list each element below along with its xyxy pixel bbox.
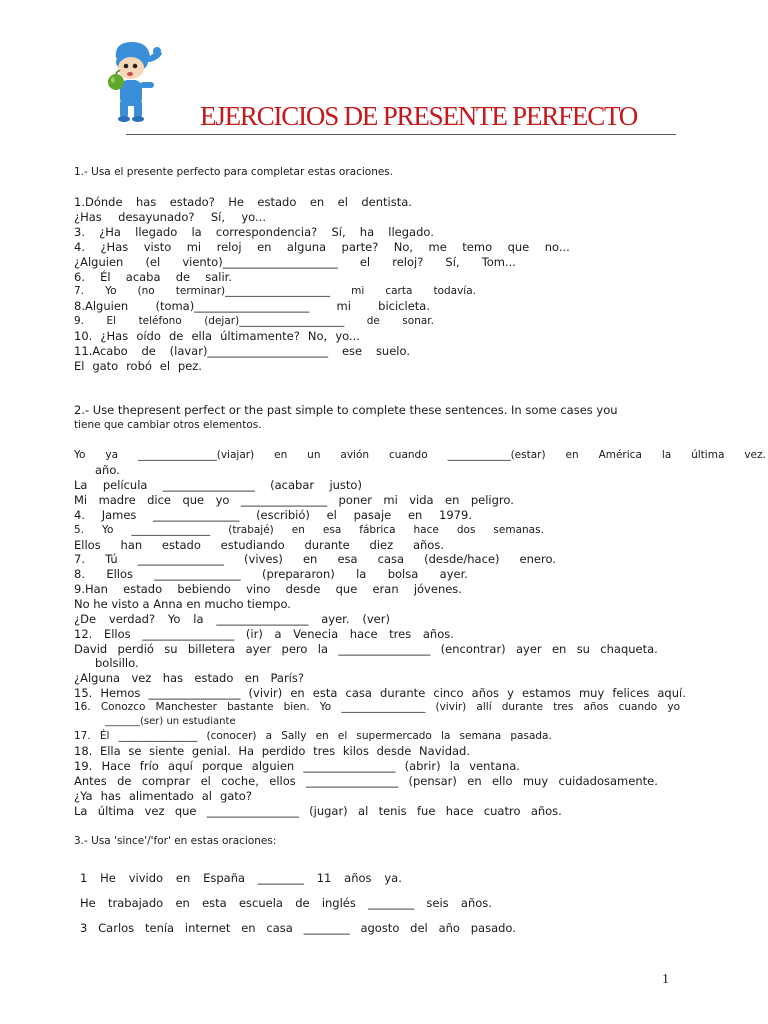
exercise-line: 11.Acabo de (lavar)_____________________ ese suelo.: [74, 344, 410, 358]
exercise-line: 15. Hemos ________________ (vivir) en esta casa durante cinco años y estamos muy felices aquí.: [74, 686, 686, 700]
exercise-line: 10. ¿Has oído de ella últimamente? No, yo...: [74, 329, 360, 343]
exercise-line: 18. Ella se siente genial. Ha perdido tres kilos desde Navidad.: [74, 744, 470, 758]
exercise-line: Mi madre dice que yo _______________ poner mi vida en peligro.: [74, 493, 514, 507]
exercise-line: La película ________________ (acabar justo): [74, 478, 362, 492]
exercise-line: año.: [95, 463, 120, 477]
exercise-line: 12. Ellos ________________ (ir) a Venecia hace tres años.: [74, 627, 454, 641]
exercise-line: Antes de comprar el coche, ellos ________________ (pensar) en ello muy cuidadosamente.: [74, 774, 658, 788]
exercise-line: _______(ser) un estudiante: [105, 716, 236, 727]
exercise-line: David perdió su billetera ayer pero la ________________ (encontrar) ayer en su chaqueta.: [74, 642, 658, 656]
exercise-line: 3. ¿Ha llegado la correspondencia? Sí, ha llegado.: [74, 225, 434, 239]
page-number: 1: [662, 972, 669, 987]
exercise-line: Yo ya _______________(viajar) en un avión cuando ____________(estar) en América la última vez.: [74, 449, 766, 461]
exercise-line: ¿Alguien (el viento)____________________ el reloj? Sí, Tom...: [74, 255, 516, 269]
exercise-line: 7. Tú _______________ (vives) en esa casa (desde/hace) enero.: [74, 552, 556, 566]
exercise-line: tiene que cambiar otros elementos.: [74, 419, 262, 431]
exercise-line: 8. Ellos _______________ (prepararon) la bolsa ayer.: [74, 567, 468, 581]
pocoyo-mascot-icon: [104, 40, 166, 122]
exercise-line: ¿Ya has alimentado al gato?: [74, 789, 252, 803]
exercise-line: 1.Dónde has estado? He estado en el dentista.: [74, 195, 412, 209]
exercise-line: He trabajado en esta escuela de inglés ________ seis años.: [80, 896, 492, 910]
exercise-line: 19. Hace frío aquí porque alguien ________________ (abrir) la ventana.: [74, 759, 520, 773]
document-title: EJERCICIOS DE PRESENTE PERFECTO: [200, 101, 638, 131]
exercise-line: ¿Alguna vez has estado en París?: [74, 671, 304, 685]
exercise-line: 5. Yo _______________ (trabajé) en esa fábrica hace dos semanas.: [74, 524, 544, 536]
exercise-line: 1.- Usa el presente perfecto para completar estas oraciones.: [74, 166, 394, 178]
exercise-line: ¿De verdad? Yo la ________________ ayer. (ver): [74, 612, 390, 626]
exercise-line: 1 He vivido en España ________ 11 años ya.: [80, 871, 402, 885]
exercise-line: 3 Carlos tenía internet en casa ________ agosto del año pasado.: [80, 921, 516, 935]
exercise-line: 3.- Usa 'since'/'for' en estas oraciones:: [74, 835, 277, 847]
exercise-line: ¿Has desayunado? Sí, yo...: [74, 210, 266, 224]
exercise-line: 8.Alguien (toma)____________________ mi bicicleta.: [74, 299, 430, 313]
exercise-line: 6. Él acaba de salir.: [74, 270, 232, 284]
exercise-line: bolsillo.: [95, 656, 139, 670]
exercise-line: 9. El teléfono (dejar)____________________ de sonar.: [74, 315, 434, 327]
exercise-line: Ellos han estado estudiando durante diez años.: [74, 538, 444, 552]
exercise-line: 16. Conozco Manchester bastante bien. Yo ________________ (vivir) allí durante tres años cuando yo: [74, 701, 680, 713]
exercise-line: El gato robó el pez.: [74, 359, 202, 373]
exercise-line: 4. ¿Has visto mi reloj en alguna parte? No, me temo que no...: [74, 240, 570, 254]
exercise-line: No he visto a Anna en mucho tiempo.: [74, 597, 291, 611]
exercise-line: 2.- Use thepresent perfect or the past simple to complete these sentences. In some cases you: [74, 403, 618, 417]
exercise-line: 17. Él _______________ (conocer) a Sally en el supermercado la semana pasada.: [74, 730, 552, 742]
title-divider: [126, 134, 676, 135]
exercise-line: 7. Yo (no terminar)____________________ mi carta todavía.: [74, 285, 476, 297]
exercise-line: La última vez que ________________ (jugar) al tenis fue hace cuatro años.: [74, 804, 562, 818]
exercise-line: 9.Han estado bebiendo vino desde que eran jóvenes.: [74, 582, 462, 596]
exercise-line: 4. James _______________ (escribió) el pasaje en 1979.: [74, 508, 472, 522]
